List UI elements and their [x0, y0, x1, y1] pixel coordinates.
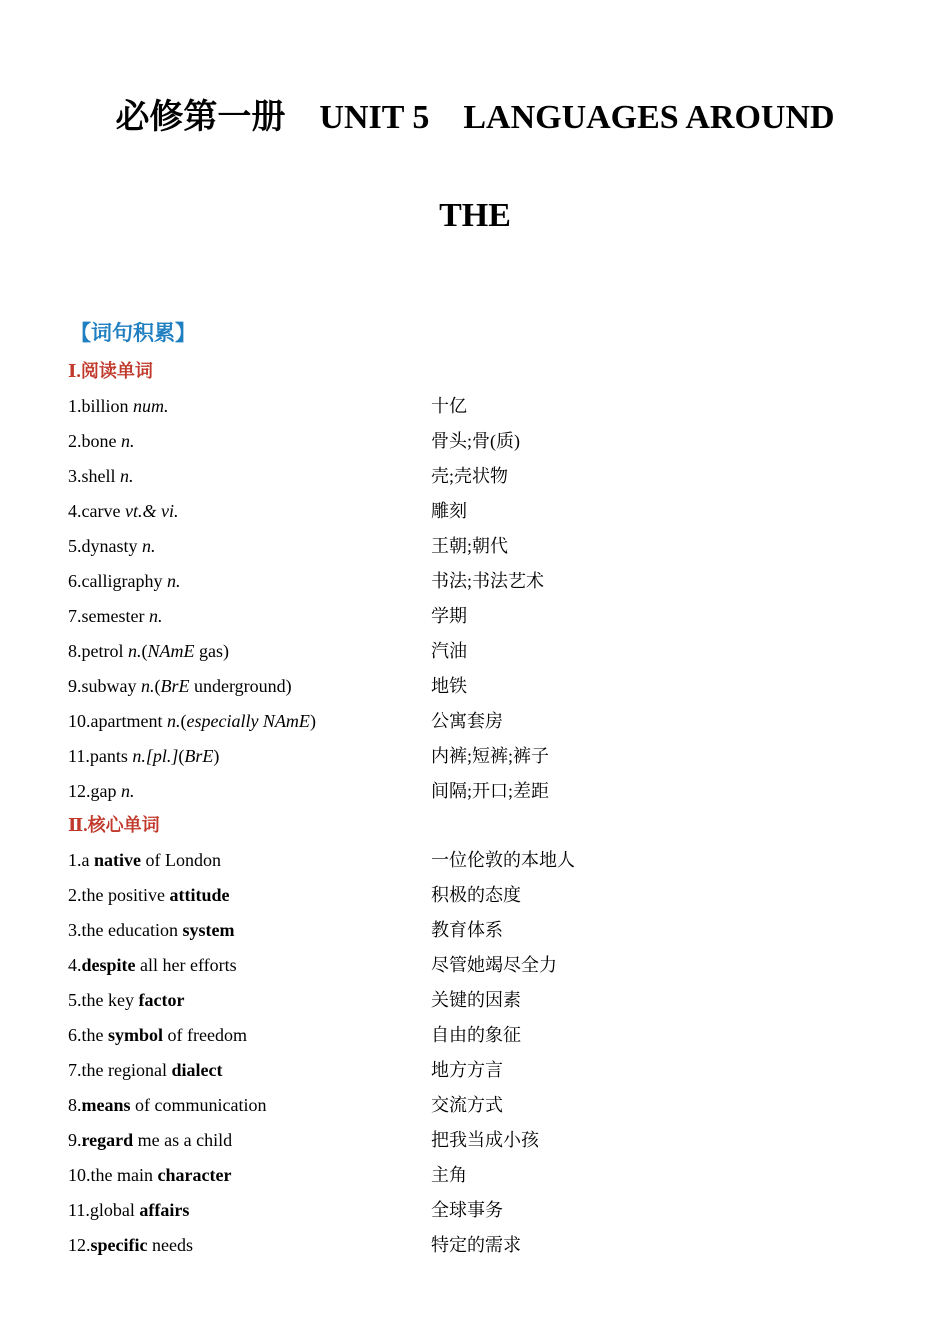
vocab-meaning: 内裤;短裤;裤子	[431, 746, 550, 766]
vocab-term	[68, 534, 431, 558]
vocab-meaning: 间隔;开口;差距	[431, 781, 550, 801]
phrase-term	[68, 848, 431, 872]
phrase-keyword: affairs	[139, 1200, 190, 1220]
item-number: 8.	[68, 1095, 82, 1115]
usage-note-variant: BrE	[160, 676, 190, 696]
item-number: 7.	[68, 606, 82, 626]
item-number: 2.	[68, 885, 82, 905]
part-of-speech: n.	[120, 466, 134, 486]
usage-note-rest: )	[213, 746, 220, 766]
reading-words-heading: Ⅰ.阅读单词	[68, 361, 153, 381]
part-of-speech: n.	[141, 676, 155, 696]
vocab-row	[68, 848, 888, 883]
vocab-row	[68, 744, 888, 779]
vocab-row	[68, 918, 888, 953]
vocab-row	[68, 1128, 888, 1163]
vocab-row	[68, 569, 888, 604]
part-of-speech: n.	[148, 606, 163, 626]
phrase-meaning: 自由的象征	[431, 1025, 521, 1045]
usage-note-variant: especially NAmE	[186, 711, 310, 731]
vocab-term	[68, 604, 431, 628]
item-number: 11.	[68, 1200, 90, 1220]
phrase-keyword: means	[81, 1095, 131, 1115]
item-number: 6.	[68, 1025, 82, 1045]
vocab-row	[68, 674, 888, 709]
vocab-meaning: 雕刻	[431, 501, 467, 521]
part-of-speech: num.	[133, 396, 169, 416]
vocab-word: gap	[90, 781, 117, 801]
usage-note-open: (	[141, 641, 148, 661]
vocab-word: apartment	[90, 711, 163, 731]
vocab-row	[68, 1163, 888, 1198]
usage-note-open: (	[180, 711, 187, 731]
phrase-before: the	[81, 1025, 108, 1045]
usage-note-rest: )	[309, 711, 316, 731]
phrase-term	[68, 1093, 431, 1117]
vocab-word: subway	[81, 676, 137, 696]
vocab-term	[68, 394, 431, 418]
phrase-keyword: symbol	[108, 1025, 164, 1045]
phrase-meaning: 全球事务	[431, 1200, 503, 1220]
phrase-term	[68, 883, 431, 907]
vocab-meaning: 学期	[431, 606, 467, 626]
usage-note-variant: NAmE	[147, 641, 195, 661]
phrase-keyword: regard	[81, 1130, 134, 1150]
vocab-word: calligraphy	[81, 571, 163, 591]
phrase-term	[68, 1163, 431, 1187]
vocab-row	[68, 1198, 888, 1233]
vocab-term	[68, 639, 431, 663]
vocab-meaning: 书法;书法艺术	[431, 571, 545, 591]
phrase-after: needs	[147, 1235, 193, 1255]
phrase-term	[68, 1128, 431, 1152]
item-number: 3.	[68, 920, 82, 940]
vocab-row	[68, 464, 888, 499]
phrase-meaning: 把我当成小孩	[431, 1130, 539, 1150]
phrase-keyword: factor	[138, 990, 185, 1010]
phrase-after: of freedom	[163, 1025, 247, 1045]
vocab-row	[68, 499, 888, 534]
vocab-word: pants	[89, 746, 128, 766]
usage-note-variant: BrE	[184, 746, 214, 766]
item-number: 10.	[68, 711, 91, 731]
phrase-term	[68, 918, 431, 942]
phrase-keyword: despite	[81, 955, 136, 975]
item-number: 4.	[68, 501, 82, 521]
phrase-term	[68, 953, 431, 977]
phrase-keyword: character	[157, 1165, 232, 1185]
usage-note-open: (	[154, 676, 161, 696]
vocab-term	[68, 779, 431, 803]
phrase-meaning: 一位伦敦的本地人	[431, 850, 575, 870]
vocab-word: petrol	[81, 641, 124, 661]
part-of-speech: n.	[121, 781, 135, 801]
vocab-term	[68, 499, 431, 523]
vocab-word: bone	[81, 431, 117, 451]
vocab-row	[68, 604, 888, 639]
vocab-word: billion	[81, 396, 129, 416]
page-title-line-2: THE	[439, 197, 511, 234]
part-of-speech: n.	[166, 571, 181, 591]
phrase-term	[68, 1233, 431, 1257]
vocab-meaning: 骨头;骨(质)	[431, 431, 520, 451]
vocab-word: semester	[81, 606, 145, 626]
phrase-meaning: 地方方言	[431, 1060, 503, 1080]
vocab-row	[68, 1093, 888, 1128]
vocab-row	[68, 639, 888, 674]
phrase-keyword: specific	[90, 1235, 148, 1255]
phrase-keyword: dialect	[171, 1060, 223, 1080]
phrase-meaning: 特定的需求	[431, 1235, 521, 1255]
phrase-meaning: 交流方式	[431, 1095, 503, 1115]
phrase-before: the key	[81, 990, 139, 1010]
phrase-before: global	[89, 1200, 140, 1220]
vocab-row	[68, 988, 888, 1023]
item-number: 2.	[68, 431, 82, 451]
part-of-speech: vt.& vi.	[124, 501, 179, 521]
core-words-list	[68, 848, 888, 1268]
item-number: 10.	[68, 1165, 91, 1185]
item-number: 1.	[68, 850, 82, 870]
vocab-term	[68, 744, 431, 768]
phrase-term	[68, 1058, 431, 1082]
vocab-meaning: 王朝;朝代	[431, 536, 509, 556]
vocab-word: dynasty	[81, 536, 138, 556]
usage-note-open: (	[178, 746, 185, 766]
vocab-term	[68, 569, 431, 593]
item-number: 12.	[68, 781, 91, 801]
item-number: 6.	[68, 571, 82, 591]
vocab-row	[68, 534, 888, 569]
section-heading-vocabulary: 【词句积累】	[70, 321, 196, 345]
item-number: 9.	[68, 676, 82, 696]
vocab-meaning: 汽油	[431, 641, 467, 661]
vocab-meaning: 壳;壳状物	[431, 466, 509, 486]
page-title-line-1: 必修第一册 UNIT 5 LANGUAGES AROUND	[115, 99, 835, 136]
phrase-meaning: 主角	[431, 1165, 467, 1185]
phrase-term	[68, 1023, 431, 1047]
vocab-row	[68, 1233, 888, 1268]
phrase-before: the positive	[81, 885, 170, 905]
phrase-after: of London	[141, 850, 221, 870]
part-of-speech: n.	[128, 641, 142, 661]
phrase-before: a	[81, 850, 94, 870]
vocab-row	[68, 1023, 888, 1058]
usage-note-rest: gas)	[194, 641, 229, 661]
vocab-meaning: 公寓套房	[431, 711, 503, 731]
phrase-after: me as a child	[133, 1130, 233, 1150]
part-of-speech: n.	[121, 431, 135, 451]
item-number: 9.	[68, 1130, 82, 1150]
phrase-meaning: 教育体系	[431, 920, 503, 940]
phrase-keyword: system	[182, 920, 235, 940]
vocab-row	[68, 709, 888, 744]
phrase-keyword: attitude	[169, 885, 230, 905]
phrase-keyword: native	[94, 850, 141, 870]
item-number: 1.	[68, 396, 82, 416]
vocab-row	[68, 394, 888, 429]
item-number: 7.	[68, 1060, 82, 1080]
item-number: 5.	[68, 536, 82, 556]
vocab-row	[68, 429, 888, 464]
vocab-row	[68, 1058, 888, 1093]
vocab-row	[68, 779, 888, 814]
vocab-term	[68, 709, 431, 733]
vocab-row	[68, 883, 888, 918]
item-number: 12.	[68, 1235, 91, 1255]
part-of-speech: n.	[166, 711, 181, 731]
item-number: 8.	[68, 641, 82, 661]
phrase-meaning: 积极的态度	[431, 885, 521, 905]
vocab-term	[68, 674, 431, 698]
item-number: 3.	[68, 466, 82, 486]
phrase-before: the education	[81, 920, 183, 940]
phrase-term	[68, 988, 431, 1012]
vocab-term	[68, 429, 431, 453]
part-of-speech: n.[pl.]	[132, 746, 179, 766]
phrase-after: of communication	[130, 1095, 267, 1115]
reading-words-list	[68, 394, 888, 814]
phrase-term	[68, 1198, 431, 1222]
item-number: 4.	[68, 955, 82, 975]
phrase-meaning: 关键的因素	[431, 990, 521, 1010]
phrase-after: all her efforts	[135, 955, 237, 975]
part-of-speech: n.	[142, 536, 156, 556]
vocab-row	[68, 953, 888, 988]
item-number: 5.	[68, 990, 82, 1010]
vocab-term	[68, 464, 431, 488]
vocab-meaning: 地铁	[431, 676, 467, 696]
phrase-meaning: 尽管她竭尽全力	[431, 955, 557, 975]
usage-note-rest: underground)	[189, 676, 292, 696]
phrase-before: the main	[90, 1165, 158, 1185]
core-words-heading: Ⅱ.核心单词	[68, 815, 160, 835]
vocab-meaning: 十亿	[431, 396, 467, 416]
item-number: 11.	[68, 746, 90, 766]
vocab-word: carve	[81, 501, 121, 521]
phrase-before: the regional	[81, 1060, 172, 1080]
vocab-word: shell	[81, 466, 116, 486]
